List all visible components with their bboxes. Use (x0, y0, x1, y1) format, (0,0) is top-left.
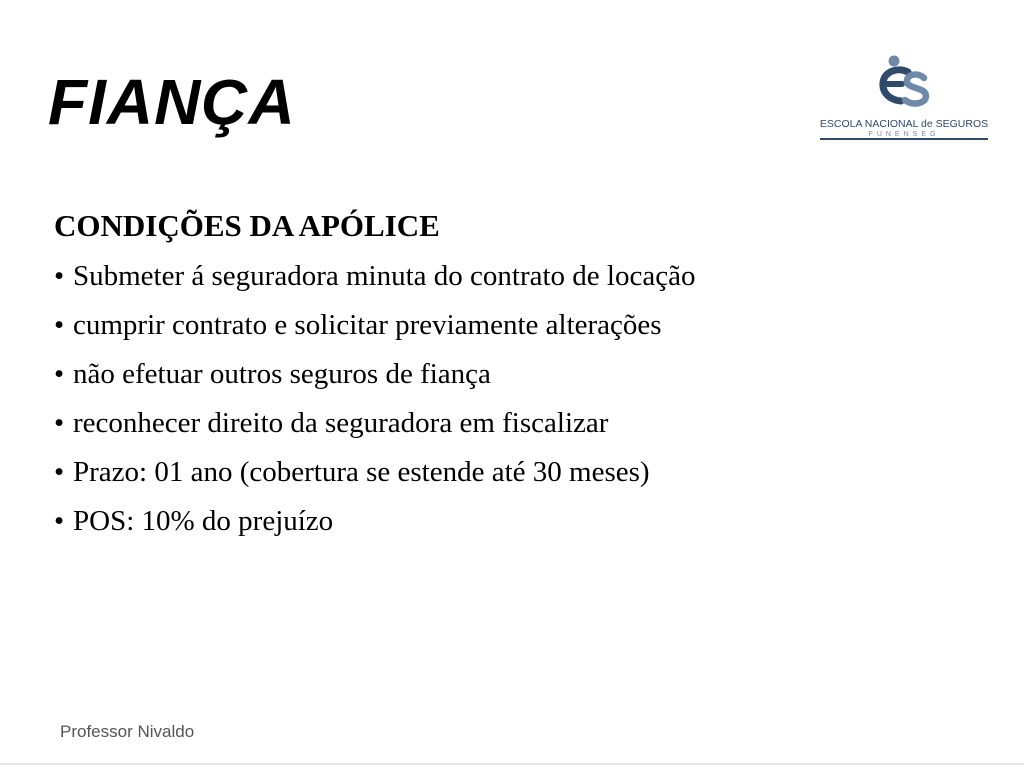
list-item: • Submeter á seguradora minuta do contrato de locação (54, 252, 695, 301)
bullet-list (54, 252, 695, 546)
footer-author: Professor Nivaldo (60, 722, 195, 741)
bullet-icon: • (54, 407, 65, 439)
bullet-icon: • (54, 505, 65, 537)
funenseg-logo (806, 52, 1002, 148)
logo-rule (820, 138, 988, 140)
list-item: • reconhecer direito da seguradora em fiscalizar (54, 399, 695, 448)
slide-title: FIANÇA (48, 66, 296, 138)
bullet-icon: • (54, 309, 65, 341)
bullet-icon: • (54, 456, 65, 488)
logo-subtitle: FUNENSEG (806, 131, 1002, 138)
funenseg-emblem-icon (872, 52, 936, 116)
section-heading: CONDIÇÕES DA APÓLICE (54, 208, 440, 243)
list-item: • cumprir contrato e solicitar previamente alterações (54, 301, 695, 350)
list-item: • POS: 10% do prejuízo (54, 497, 695, 546)
footer-divider (0, 763, 1024, 765)
list-item: • Prazo: 01 ano (cobertura se estende até 30 meses) (54, 448, 695, 497)
bullet-icon: • (54, 358, 65, 390)
bullet-icon: • (54, 260, 65, 292)
logo-name: ESCOLA NACIONAL de SEGUROS (819, 118, 989, 130)
list-item: • não efetuar outros seguros de fiança (54, 350, 695, 399)
